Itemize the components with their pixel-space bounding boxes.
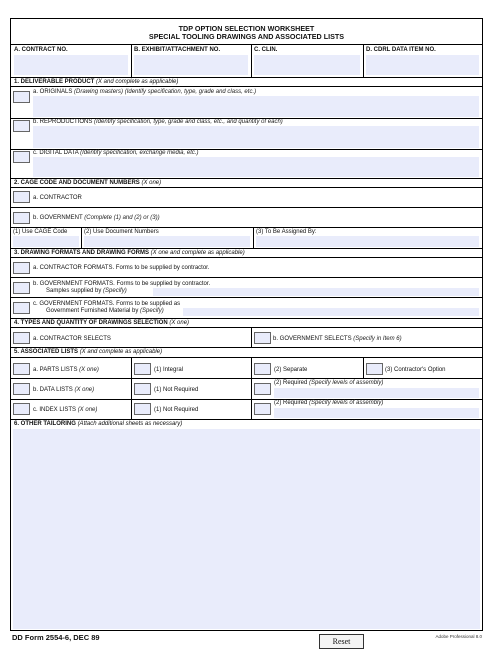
divider (253, 227, 254, 248)
cdrl-field[interactable] (366, 55, 479, 75)
divider (11, 277, 482, 278)
government-selects-label: b. GOVERNMENT SELECTS (Specify in Item 6) (273, 336, 402, 342)
integral-label: (1) Integral (154, 367, 184, 373)
divider (11, 248, 482, 249)
divider (11, 327, 482, 328)
samples-supplied-field[interactable] (153, 288, 479, 296)
data-not-required-label: (1) Not Required (154, 387, 199, 393)
contract-no-label: A. CONTRACT NO. (14, 47, 68, 53)
adobe-version: Adobe Professional 8.0 (435, 634, 482, 639)
clin-label: C. CLIN. (254, 47, 278, 53)
exhibit-no-label: B. EXHIBIT/ATTACHMENT NO. (134, 47, 221, 53)
section-4-heading: 4. TYPES AND QUANTITY OF DRAWINGS SELECTION (X one) (14, 320, 190, 326)
exhibit-no-field[interactable] (134, 55, 248, 75)
gov-formats-gfm-checkbox[interactable] (13, 302, 30, 314)
cage-code-field[interactable] (13, 236, 79, 247)
section-2-heading: 2. CAGE CODE AND DOCUMENT NUMBERS (X one) (14, 180, 162, 186)
originals-checkbox[interactable] (13, 91, 30, 103)
divider (131, 357, 132, 419)
gfm-by-label: Government Furnished Material by (Specify) (46, 308, 164, 314)
contract-no-field[interactable] (14, 55, 128, 75)
clin-field[interactable] (254, 55, 360, 75)
contractor-formats-label: a. CONTRACTOR FORMATS. Forms to be supplied by contractor. (33, 265, 210, 271)
divider (11, 77, 482, 78)
divider (251, 357, 252, 419)
index-lists-checkbox[interactable] (13, 403, 30, 415)
contractors-option-checkbox[interactable] (366, 363, 383, 375)
cage-contractor-checkbox[interactable] (13, 191, 30, 203)
cage-contractor-label: a. CONTRACTOR (33, 195, 82, 201)
digital-data-checkbox[interactable] (13, 151, 30, 163)
section-3-heading: 3. DRAWING FORMATS AND DRAWING FORMS (X one and complete as applicable) (14, 250, 245, 256)
divider (81, 227, 82, 248)
divider (11, 178, 482, 179)
divider (11, 419, 482, 420)
use-document-numbers-label: (2) Use Document Numbers (84, 229, 159, 235)
divider (11, 399, 482, 400)
contractor-selects-checkbox[interactable] (13, 332, 30, 344)
originals-field[interactable] (33, 96, 479, 117)
assigned-by-field[interactable] (256, 236, 479, 247)
gov-formats-gfm-label: c. GOVERNMENT FORMATS. Forms to be supplied as (33, 301, 181, 307)
divider (11, 357, 482, 358)
index-not-required-label: (1) Not Required (154, 407, 199, 413)
contractor-formats-checkbox[interactable] (13, 262, 30, 274)
digital-data-field[interactable] (33, 157, 479, 177)
data-not-required-checkbox[interactable] (134, 383, 151, 395)
divider (363, 44, 364, 77)
data-required-label: (2) Required (Specify levels of assembly) (274, 380, 384, 386)
cage-government-checkbox[interactable] (13, 212, 30, 224)
digital-data-label: c. DIGITAL DATA (Identify specification, exchange media, etc.) (33, 150, 199, 156)
divider (11, 86, 482, 87)
reproductions-checkbox[interactable] (13, 120, 30, 132)
divider (11, 318, 482, 319)
data-lists-label: b. DATA LISTS (X one) (33, 387, 95, 393)
separate-checkbox[interactable] (254, 363, 271, 375)
cdrl-label: D. CDRL DATA ITEM NO. (366, 47, 436, 53)
form-title: TDP OPTION SELECTION WORKSHEET (178, 24, 315, 33)
index-lists-label: c. INDEX LISTS (X one) (33, 407, 98, 413)
gfm-by-field[interactable] (183, 308, 479, 316)
separate-label: (2) Separate (274, 367, 308, 373)
index-not-required-checkbox[interactable] (134, 403, 151, 415)
data-lists-checkbox[interactable] (13, 383, 30, 395)
divider (11, 297, 482, 298)
divider (11, 187, 482, 188)
index-required-field[interactable] (274, 408, 479, 418)
government-selects-checkbox[interactable] (254, 332, 271, 344)
divider (131, 44, 132, 77)
data-required-checkbox[interactable] (254, 383, 271, 395)
to-be-assigned-label: (3) To Be Assigned By: (256, 229, 317, 235)
divider (11, 257, 482, 258)
data-required-field[interactable] (274, 388, 479, 398)
cage-government-label: b. GOVERNMENT (Complete (1) and (2) or (3)) (33, 215, 160, 221)
reset-button[interactable]: Reset (319, 634, 364, 649)
section-6-heading: 6. OTHER TAILORING (Attach additional sheets as necessary) (14, 421, 183, 427)
parts-lists-label: a. PARTS LISTS (X one) (33, 367, 99, 373)
form-number: DD Form 2554-6, DEC 89 (12, 633, 100, 642)
use-cage-code-label: (1) Use CAGE Code (13, 229, 68, 235)
gov-formats-contractor-checkbox[interactable] (13, 282, 30, 294)
integral-checkbox[interactable] (134, 363, 151, 375)
divider (11, 347, 482, 348)
form-subtitle: SPECIAL TOOLING DRAWINGS AND ASSOCIATED LISTS (148, 32, 345, 41)
index-required-label: (2) Required (Specify levels of assembly) (274, 400, 384, 406)
gov-formats-contractor-label: b. GOVERNMENT FORMATS. Forms to be supplied by contractor. (33, 281, 211, 287)
divider (363, 357, 364, 378)
reproductions-field[interactable] (33, 126, 479, 148)
divider (251, 327, 252, 347)
contractor-selects-label: a. CONTRACTOR SELECTS (33, 336, 111, 342)
divider (251, 44, 252, 77)
form-frame (10, 18, 483, 631)
reproductions-label: b. REPRODUCTIONS (Identify specification, type, grade and class, etc., and quantity of each) (33, 119, 283, 125)
document-numbers-field[interactable] (84, 236, 250, 247)
divider (11, 207, 482, 208)
samples-supplied-label: Samples supplied by (Specify) (46, 288, 127, 294)
originals-label: a. ORIGINALS (Drawing masters) (Identify specification, type, grade and class, etc.) (33, 89, 257, 95)
other-tailoring-field[interactable] (13, 429, 480, 629)
parts-lists-checkbox[interactable] (13, 363, 30, 375)
index-required-checkbox[interactable] (254, 403, 271, 415)
contractors-option-label: (3) Contractor's Option (385, 367, 446, 373)
divider (11, 378, 482, 379)
section-5-heading: 5. ASSOCIATED LISTS (X and complete as applicable) (14, 349, 163, 355)
divider (11, 44, 482, 45)
section-1-heading: 1. DELIVERABLE PRODUCT (X and complete as applicable) (14, 79, 179, 85)
